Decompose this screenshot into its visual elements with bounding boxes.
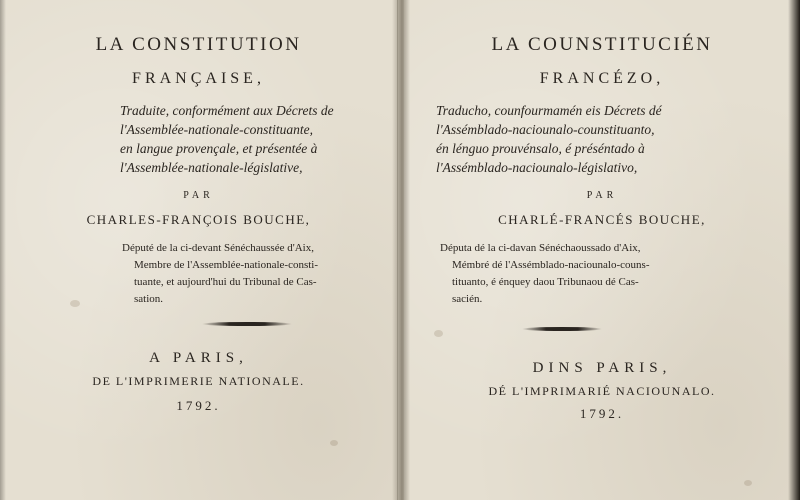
right-title-line2: FRANCÉZO,	[539, 70, 665, 87]
right-city: DINS PARIS,	[532, 360, 672, 376]
right-subtitle-line: l'Assémblado-naciounalo-counstituanto,	[436, 122, 655, 137]
right-description-line: Mémbré dé l'Assémblado-naciounalo-couns-	[452, 259, 650, 271]
right-printer: DÉ L'IMPRIMARIÉ NACIOUNALO.	[488, 384, 716, 398]
paper-stain	[434, 330, 443, 337]
left-description	[122, 240, 373, 308]
right-description-line: tituanto, é énquey daou Tribunaou dé Cas-	[452, 276, 639, 288]
left-page	[0, 0, 398, 500]
right-description-line: sacién.	[452, 293, 483, 305]
right-year: 1792.	[579, 406, 625, 421]
left-year: 1792.	[176, 398, 221, 413]
left-description-line: sation.	[134, 293, 164, 305]
left-title-line1: LA CONSTITUTION	[95, 34, 302, 55]
right-description-line: Députa dé la ci-davan Sénéchaoussado d'Aix,	[440, 242, 641, 254]
paper-stain	[330, 440, 338, 446]
right-par: PAR	[586, 190, 618, 201]
left-ornamental-rule	[202, 322, 292, 326]
left-description-line: tuante, et aujourd'hui du Tribunal de Cas-	[134, 276, 317, 288]
left-description-line: Député de la ci-devant Sénéchaussée d'Aix,	[122, 242, 314, 254]
right-description	[440, 240, 776, 308]
page-edge-shadow	[788, 0, 800, 500]
right-page	[404, 0, 800, 500]
left-subtitle	[120, 101, 367, 177]
right-subtitle	[436, 101, 770, 177]
left-city: A PARIS,	[149, 350, 248, 366]
right-subtitle-line: l'Assémblado-naciounalo-législativo,	[436, 160, 638, 175]
right-author: CHARLÉ-FRANCÉS BOUCHE,	[498, 212, 706, 227]
right-ornamental-rule	[522, 327, 602, 331]
right-subtitle-line: én lénguo prouvénsalo, é préséntado à	[436, 141, 645, 156]
right-title-line1: LA COUNSTITUCIÉN	[491, 34, 713, 55]
left-subtitle-line: en langue provençale, et présentée à	[120, 141, 318, 156]
left-description-line: Membre de l'Assemblée-nationale-consti-	[134, 259, 319, 271]
left-subtitle-line: l'Assemblée-nationale-constituante,	[120, 122, 313, 137]
left-title-line2: FRANÇAISE,	[132, 70, 265, 87]
book-gutter	[392, 0, 410, 500]
right-subtitle-line: Traducho, counfourmamén eis Décrets dé	[436, 103, 662, 118]
left-author: CHARLES-FRANÇOIS BOUCHE,	[86, 212, 311, 227]
left-printer: DE L'IMPRIMERIE NATIONALE.	[92, 374, 305, 388]
left-par: PAR	[183, 190, 214, 201]
left-subtitle-line: l'Assemblée-nationale-législative,	[120, 160, 303, 175]
left-subtitle-line: Traduite, conformément aux Décrets de	[120, 103, 334, 118]
paper-stain	[744, 480, 752, 486]
paper-stain	[70, 300, 80, 307]
